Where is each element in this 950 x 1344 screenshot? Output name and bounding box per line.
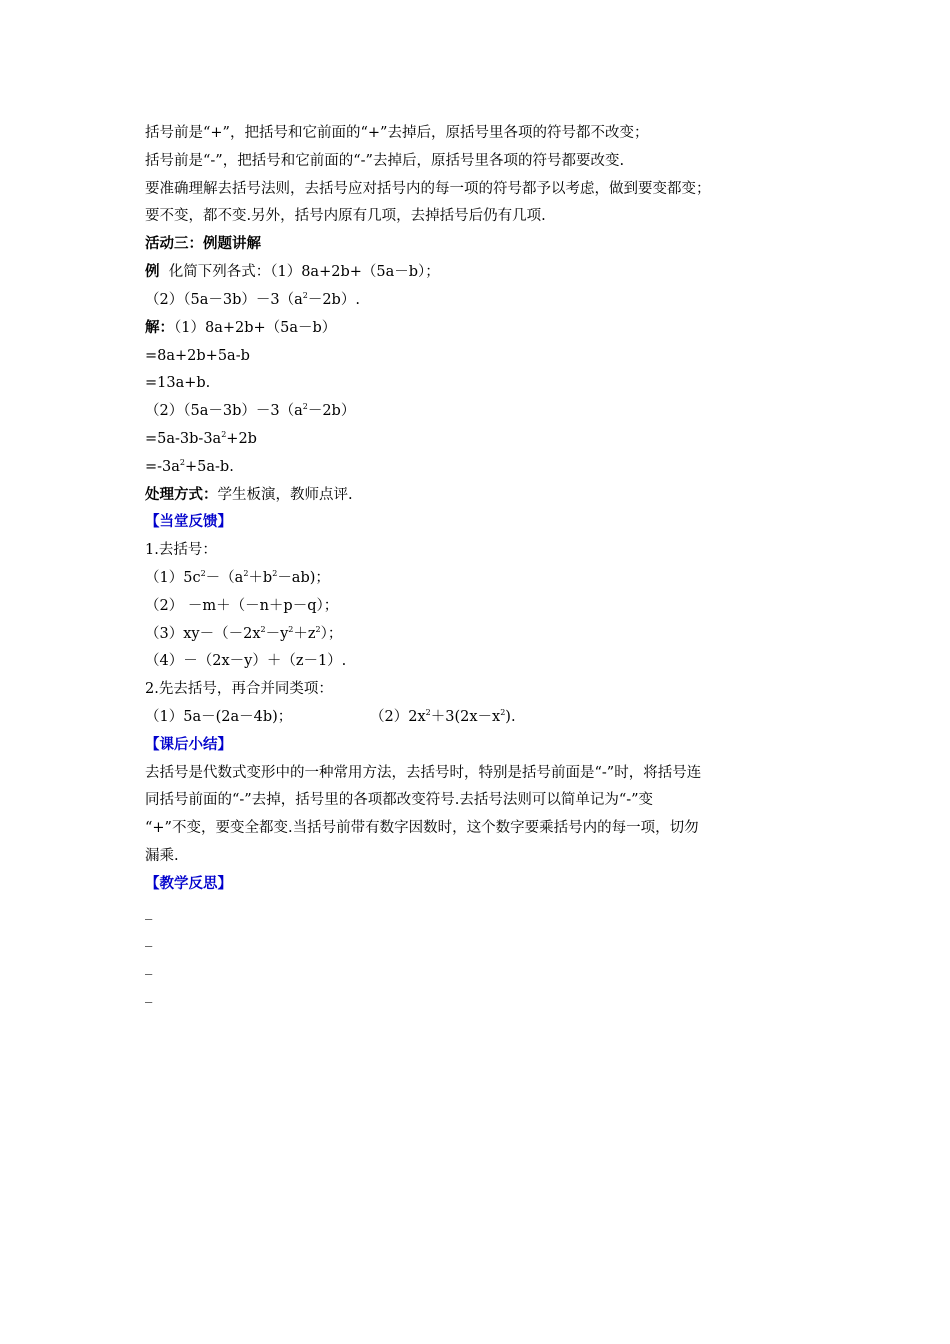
text: ＋b <box>248 570 273 586</box>
text: +2b <box>226 431 257 447</box>
text: －（a <box>205 570 244 586</box>
exponent: 2 <box>260 625 266 634</box>
exponent: 2 <box>272 569 278 578</box>
rule-note-2: 要不变，都不变.另外，括号内原有几项，去掉括号后仍有几项. <box>145 208 546 224</box>
exponent: 2 <box>200 569 206 578</box>
summary-line-4: 漏乘. <box>145 848 179 864</box>
text: +5a-b. <box>185 459 234 475</box>
feedback-q1-item-1 <box>145 568 330 588</box>
method-line <box>145 485 353 505</box>
text: －2b） <box>307 403 356 419</box>
text: －2b）. <box>307 292 360 308</box>
reflection-blank-1: _ <box>145 904 153 920</box>
rule-minus: 括号前是“-”，把括号和它前面的“-”去掉后，原括号里各项的符号都要改变. <box>145 153 625 169</box>
feedback-q2-items <box>145 707 845 727</box>
example-q2 <box>145 290 360 310</box>
solution-step-4 <box>145 457 234 477</box>
text: －y <box>265 626 289 642</box>
exponent: 2 <box>315 625 321 634</box>
reflection-heading: 【教学反思】 <box>145 875 232 892</box>
text: （2）2x <box>370 709 426 725</box>
activity-title: 活动三：例题讲解 <box>145 235 261 252</box>
text: ). <box>505 709 516 725</box>
feedback-q1-item-2: （2） －m＋（－n＋p－q）； <box>145 598 339 614</box>
text: ＋z <box>293 626 316 642</box>
solution-line <box>145 318 336 338</box>
text: （2）（5a－3b）－3（a <box>145 292 303 308</box>
reflection-blank-2: _ <box>145 931 153 947</box>
reflection-blank-3: _ <box>145 959 153 975</box>
solution-q2 <box>145 401 355 421</box>
exponent: 2 <box>302 291 308 300</box>
text: －ab)； <box>277 570 330 586</box>
text: （1）5c <box>145 570 201 586</box>
text: =-3a <box>145 459 180 475</box>
feedback-q1-title: 1.去括号： <box>145 542 217 558</box>
text: ＋3(2x－x <box>430 709 501 725</box>
example-text: 化简下列各式：（1）8a+2b+（5a－b）； <box>159 264 440 280</box>
exponent: 2 <box>302 402 308 411</box>
exponent: 2 <box>500 708 506 717</box>
exponent: 2 <box>221 430 227 439</box>
exponent: 2 <box>288 625 294 634</box>
example-label: 例 <box>145 263 160 280</box>
summary-line-3: “+”不变，要变全都变.当括号前带有数字因数时，这个数字要乘括号内的每一项，切勿 <box>145 820 699 836</box>
exponent: 2 <box>243 569 249 578</box>
reflection-blank-4: _ <box>145 987 153 1003</box>
text: （2）（5a－3b）－3（a <box>145 403 303 419</box>
solution-q1: （1）8a+2b+（5a－b） <box>174 320 337 336</box>
summary-line-1: 去括号是代数式变形中的一种常用方法，去括号时，特别是括号前面是“-”时，将括号连 <box>145 765 702 781</box>
solution-step-1: =8a+2b+5a-b <box>145 348 250 364</box>
rule-plus: 括号前是“+”，把括号和它前面的“+”去掉后，原括号里各项的符号都不改变； <box>145 125 649 141</box>
method-text: 学生板演，教师点评. <box>217 487 353 503</box>
text: （3）xy－（－2x <box>145 626 261 642</box>
feedback-q2-title: 2.先去括号，再合并同类项： <box>145 681 333 697</box>
text: ）； <box>320 626 343 642</box>
solution-label: 解： <box>145 319 174 336</box>
summary-line-2: 同括号前面的“-”去掉，括号里的各项都改变符号.去括号法则可以简单记为“-”变 <box>145 792 654 808</box>
feedback-q1-item-4: （4）－（2x－y）＋（z－1）. <box>145 653 347 669</box>
example-line <box>145 262 440 282</box>
method-label: 处理方式： <box>145 486 218 503</box>
solution-step-2: =13a+b. <box>145 375 211 391</box>
summary-heading: 【课后小结】 <box>145 736 232 753</box>
solution-step-3 <box>145 429 257 449</box>
feedback-q2-item-1: （1）5a－(2a－4b)； <box>145 709 293 725</box>
text: =5a-3b-3a <box>145 431 222 447</box>
feedback-heading: 【当堂反馈】 <box>145 513 232 530</box>
feedback-q1-item-3 <box>145 624 342 644</box>
exponent: 2 <box>179 458 186 467</box>
exponent: 2 <box>425 708 431 717</box>
rule-note-1: 要准确理解去括号法则，去括号应对括号内的每一项的符号都予以考虑，做到要变都变； <box>145 181 711 197</box>
feedback-q2-item-2 <box>370 707 516 727</box>
